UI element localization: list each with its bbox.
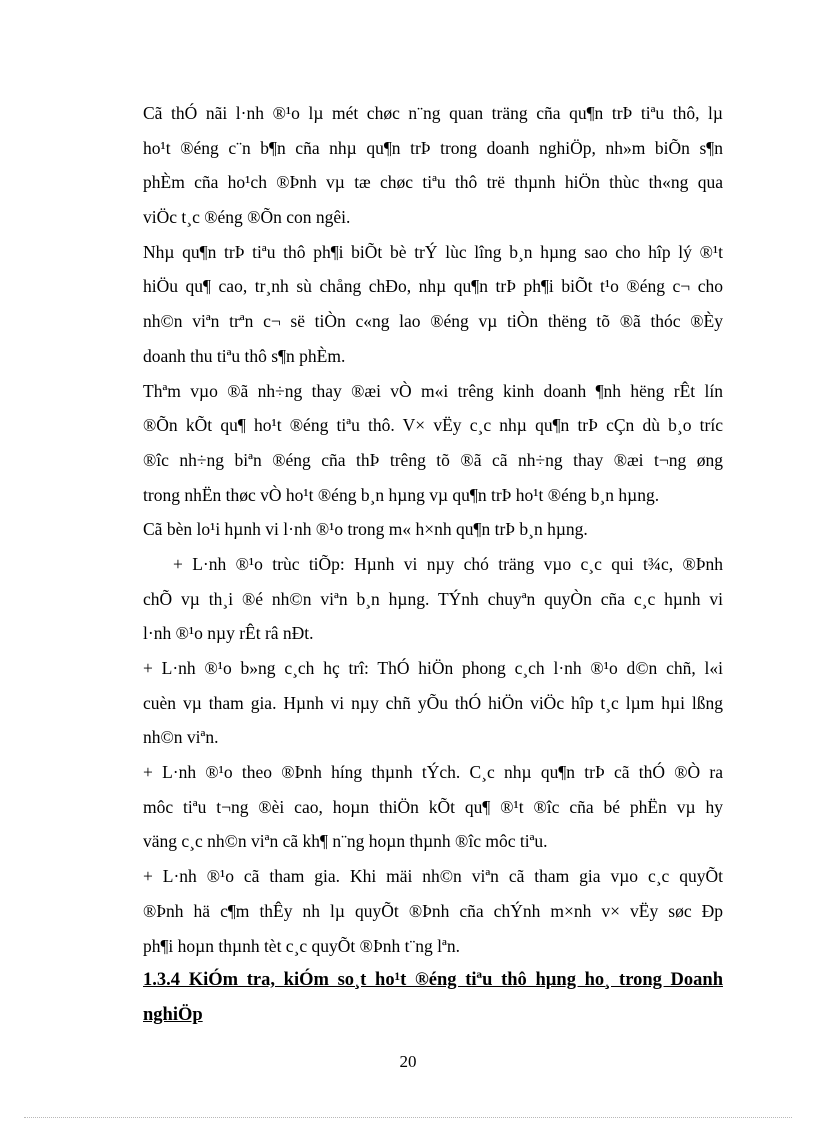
text-line: doanh thu tiªu thô s¶n phÈm. <box>143 345 346 366</box>
paragraph-environment-changes <box>143 374 723 513</box>
page-bottom-divider <box>24 1117 792 1118</box>
text-line: Thªm vµo ®ã nh÷ng thay ®æi vÒ m«i trêng kinh doanh ¶nh hëng rÊt lín <box>143 380 723 401</box>
paragraph-leadership-role <box>143 96 723 235</box>
text-line: Nhµ qu¶n trÞ tiªu thô ph¶i biÕt bè trÝ lùc lîng b¸n hµng sao cho hîp lý ®¹t <box>143 241 723 262</box>
paragraph-four-leadership-types <box>143 512 723 547</box>
text-line: + L·nh ®¹o theo ®Þnh híng thµnh tÝch. C¸c nhµ qu¶n trÞ cã thÓ ®Ò ra <box>143 762 723 783</box>
text-line: Cã thÓ nãi l·nh ®¹o lµ mét chøc n¨ng quan träng cña qu¶n trÞ tiªu thô, lµ <box>143 103 723 123</box>
text-line: väng c¸c nh©n viªn cã kh¶ n¨ng hoµn thµnh ®îc môc tiªu. <box>143 831 548 852</box>
text-line: ®Õn kÕt qu¶ ho¹t ®éng tiªu thô. V× vËy c¸c nhµ qu¶n trÞ cÇn dù b¸o tríc <box>143 415 723 436</box>
text-line: + L·nh ®¹o trùc tiÕp: Hµnh vi nµy chó träng vµo c¸c qui t¾c, ®Þnh <box>173 553 723 574</box>
text-line: trong nhËn thøc vÒ ho¹t ®éng b¸n hµng vµ qu¶n trÞ ho¹t ®éng b¸n hµng. <box>143 484 660 505</box>
text-line: nh©n viªn trªn c¬ së tiÒn c«ng lao ®éng vµ tiÒn thëng tõ ®ã thóc ®Èy <box>143 311 723 332</box>
section-heading <box>143 963 723 1032</box>
heading-line: 1.3.4 KiÓm tra, kiÓm so¸t ho¹t ®éng tiªu thô hµng ho¸ trong Doanh <box>143 970 723 991</box>
paragraph-achievement-leadership <box>143 755 723 859</box>
heading-line: nghiÖp <box>143 1004 203 1025</box>
text-line: nh©n viªn. <box>143 727 219 748</box>
paragraph-sales-force <box>143 235 723 374</box>
page-number: 20 <box>399 1052 417 1071</box>
text-line: l·nh ®¹o nµy rÊt râ nÐt. <box>143 623 314 644</box>
text-line: hiÖu qu¶ cao, tr¸nh sù chång chÐo, nhµ qu¶n trÞ ph¶i biÕt t¹o ®éng c¬ cho <box>143 276 723 297</box>
text-line: ho¹t ®éng c¨n b¶n cña nhµ qu¶n trÞ trong doanh nghiÖp, nh»m biÕn s¶n <box>143 137 723 158</box>
text-line: + L·nh ®¹o cã tham gia. Khi mäi nh©n viªn cã tham gia vµo c¸c quyÕt <box>143 866 723 887</box>
text-line: ®Þnh hä c¶m thÊy nh lµ quyÕt ®Þnh cña chÝnh m×nh v× vËy søc Ðp <box>143 900 723 921</box>
text-line: + L·nh ®¹o b»ng c¸ch hç trî: ThÓ hiÖn phong c¸ch l·nh ®¹o d©n chñ, l«i <box>143 658 723 678</box>
text-line: cuèn vµ tham gia. Hµnh vi nµy chñ yÕu thÓ hiÖn viÖc hîp t¸c lµm hµi lßng <box>143 692 723 713</box>
paragraph-direct-leadership <box>143 547 723 651</box>
paragraph-participative-leadership <box>143 859 723 963</box>
document-body <box>143 96 723 1033</box>
text-line: ph¶i hoµn thµnh tèt c¸c quyÕt ®Þnh t¨ng lªn. <box>143 935 460 956</box>
paragraph-supportive-leadership <box>143 651 723 755</box>
text-line: Cã bèn lo¹i hµnh vi l·nh ®¹o trong m« h×nh qu¶n trÞ b¸n hµng. <box>143 519 588 540</box>
text-line: chÕ vµ th¸i ®é nh©n viªn b¸n hµng. TÝnh chuyªn quyÒn cña c¸c hµnh vi <box>143 588 723 609</box>
text-line: viÖc t¸c ®éng ®Õn con ngêi. <box>143 207 351 228</box>
text-line: môc tiªu t¬ng ®èi cao, hoµn thiÖn kÕt qu¶ ®¹t ®îc cña bé phËn vµ hy <box>143 796 723 817</box>
text-line: ®îc nh÷ng biªn ®éng cña thÞ trêng tõ ®ã cã nh÷ng thay ®æi t¬ng øng <box>143 449 723 470</box>
text-line: phÈm cña ho¹ch ®Þnh vµ tæ chøc tiªu thô trë thµnh hiÖn thùc th«ng qua <box>143 172 723 193</box>
